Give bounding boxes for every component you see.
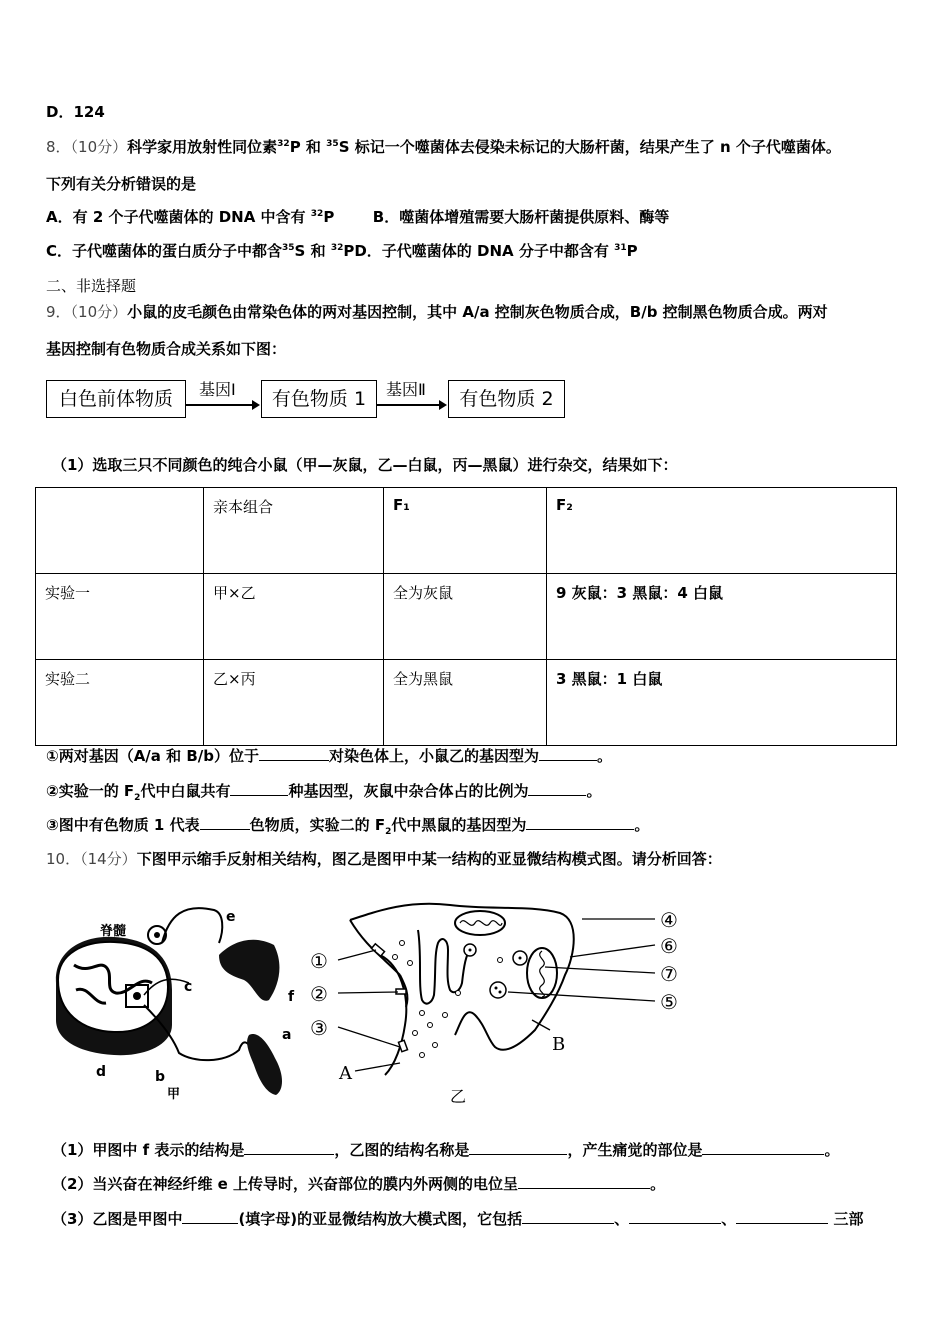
q8-option-d-text: D．子代噬菌体的 DNA 分子中都含有 xyxy=(354,242,609,260)
q10-sub2 xyxy=(52,1174,665,1194)
q9-stem-line1 xyxy=(46,302,828,322)
q8-stem-text-a: 科学家用放射性同位素 xyxy=(127,138,278,156)
answer-blank[interactable] xyxy=(528,781,586,796)
q9-sub1-intro: （1）选取三只不同颜色的纯合小鼠（甲—灰鼠，乙—白鼠，丙—黑鼠）进行杂交，结果如下： xyxy=(52,456,678,474)
q8-options-ab xyxy=(46,207,669,227)
q9-item3-text-a: ③图中有色物质 1 代表 xyxy=(46,816,200,834)
table-cell: 全为黑鼠 xyxy=(384,660,547,746)
spinal-cord-shape xyxy=(56,937,172,1055)
table-header-cell xyxy=(36,488,204,574)
q9-item1 xyxy=(46,746,612,766)
q10-sub3-sep2: 、 xyxy=(721,1210,737,1228)
q7-option-d: D．124 xyxy=(46,103,105,121)
q10-sub2-end: 。 xyxy=(650,1175,666,1193)
answer-blank[interactable] xyxy=(702,1140,824,1155)
answer-blank[interactable] xyxy=(736,1209,828,1224)
q10-sub3-text-b: (填字母)的亚显微结构放大模式图，它包括 xyxy=(238,1210,523,1228)
q9-results-table xyxy=(35,487,897,746)
q10-stem xyxy=(46,849,722,869)
figure-jia-caption: 甲 xyxy=(167,1087,181,1102)
answer-blank[interactable] xyxy=(469,1140,567,1155)
table-cell: 全为灰鼠 xyxy=(384,574,547,660)
q8-he: 和 xyxy=(305,138,321,156)
q8-option-a-iso: 32 xyxy=(310,209,324,219)
answer-blank[interactable] xyxy=(230,781,288,796)
mitochondrion-shape xyxy=(527,948,557,998)
table-cell: 实验一 xyxy=(36,574,204,660)
q8-option-a-el: P xyxy=(323,208,335,226)
q8-iso-35: 35 xyxy=(326,139,339,149)
table-header-cell: F₁ xyxy=(384,488,547,574)
q8-option-d-iso: 31 xyxy=(614,243,627,253)
q9-item3-text-c: 代中黑鼠的基因型为 xyxy=(391,816,527,834)
q10-number: 10． xyxy=(46,850,81,868)
answer-blank[interactable] xyxy=(244,1140,334,1155)
answer-blank[interactable] xyxy=(539,746,597,761)
afferent-fiber-e xyxy=(162,908,222,943)
label-num-1: ① xyxy=(310,949,328,973)
table-cell: 9 灰鼠：3 黑鼠：4 白鼠 xyxy=(547,574,897,660)
table-row xyxy=(36,574,897,660)
table-cell: 3 黑鼠：1 白鼠 xyxy=(547,660,897,746)
label-num-7: ⑦ xyxy=(660,962,678,986)
figure-yi-synapse xyxy=(310,895,710,1110)
flow-arrow-1 xyxy=(186,404,258,406)
q8-option-c xyxy=(46,242,354,260)
q8-stem-line1 xyxy=(46,137,841,157)
label-e: e xyxy=(226,909,236,925)
table-cell: 实验二 xyxy=(36,660,204,746)
table-header-cell: F₂ xyxy=(547,488,897,574)
table-cell: 乙×丙 xyxy=(204,660,384,746)
label-A: A xyxy=(339,1063,352,1084)
q8-element-s: S xyxy=(338,138,350,156)
q9-item2 xyxy=(46,781,601,801)
q8-option-d xyxy=(354,242,637,260)
q8-score: （10分） xyxy=(70,138,128,156)
q9-item2-text-b: 代中白鼠共有 xyxy=(140,782,231,800)
label-num-4: ④ xyxy=(660,908,678,932)
q8-number: 8． xyxy=(46,138,71,156)
flow-box-colored-2: 有色物质 2 xyxy=(448,380,565,418)
q9-item1-end: 。 xyxy=(597,747,613,765)
table-header-cell: 亲本组合 xyxy=(204,488,384,574)
q10-sub3 xyxy=(52,1209,863,1229)
q9-number: 9． xyxy=(46,303,71,321)
label-B: B xyxy=(552,1034,566,1055)
answer-blank[interactable] xyxy=(522,1209,614,1224)
flow-arrow-2 xyxy=(377,404,445,406)
q8-option-d-el: P xyxy=(626,242,638,260)
q8-element-p: P xyxy=(289,138,301,156)
q9-item3-end: 。 xyxy=(634,816,650,834)
q9-item2-text-c: 种基因型，灰鼠中杂合体占的比例为 xyxy=(288,782,529,800)
q8-option-c-mid: S 和 xyxy=(294,242,326,260)
q9-item2-end: 。 xyxy=(586,782,602,800)
answer-blank[interactable] xyxy=(200,815,250,830)
q8-option-a-text: A．有 2 个子代噬菌体的 DNA 中含有 xyxy=(46,208,306,226)
table-cell: 甲×乙 xyxy=(204,574,384,660)
section-title: 二、非选择题 xyxy=(46,277,137,295)
answer-blank[interactable] xyxy=(182,1209,238,1224)
q9-stem-line2: 基因控制有色物质合成关系如下图： xyxy=(46,340,287,358)
answer-blank[interactable] xyxy=(259,746,329,761)
label-a: a xyxy=(282,1027,292,1043)
q9-item3-sub: 2 xyxy=(385,827,392,837)
flow-gene-1-label: 基因Ⅰ xyxy=(199,380,236,399)
table-header-row xyxy=(36,488,897,574)
q8-option-c-text: C．子代噬菌体的蛋白质分子中都含 xyxy=(46,242,283,260)
flow-box-white-precursor: 白色前体物质 xyxy=(46,380,186,418)
receptor-f-shape xyxy=(219,940,279,1001)
q9-item3 xyxy=(46,815,649,835)
q9-stem-text: 小鼠的皮毛颜色由常染色体的两对基因控制，其中 A/a 控制灰色物质合成，B/b 控制黑色物质合成。两对 xyxy=(127,303,828,321)
synaptic-vesicles xyxy=(393,941,528,1058)
q8-iso-32: 32 xyxy=(277,139,290,149)
q10-sub2-text-a: （2）当兴奋在神经纤维 e 上传导时，兴奋部位的膜内外两侧的电位呈 xyxy=(52,1175,519,1193)
label-c: c xyxy=(184,979,193,995)
label-num-2: ② xyxy=(310,982,328,1006)
label-num-6: ⑥ xyxy=(660,934,678,958)
label-num-5: ⑤ xyxy=(660,990,678,1014)
q9-item1-text-a: ①两对基因（A/a 和 B/b）位于 xyxy=(46,747,260,765)
table-row xyxy=(36,660,897,746)
effector-a-shape xyxy=(247,1034,282,1095)
q9-item3-text-b: 色物质，实验二的 F xyxy=(249,816,386,834)
q10-score: （14分） xyxy=(80,850,137,868)
q10-sub1-end: 。 xyxy=(824,1141,840,1159)
label-f: f xyxy=(288,989,295,1005)
q8-option-c-el: P xyxy=(343,242,355,260)
spinal-cord-label: 脊髓 xyxy=(100,924,127,939)
q8-stem-line2: 下列有关分析错误的是 xyxy=(46,175,197,193)
figure-yi-caption: 乙 xyxy=(450,1087,467,1106)
q10-sub3-end: 三部 xyxy=(833,1210,864,1228)
label-num-3: ③ xyxy=(310,1016,328,1040)
q9-score: （10分） xyxy=(70,303,128,321)
q8-stem-text-b: 标记一个噬菌体去侵染未标记的大肠杆菌，结果产生了 n 个子代噬菌体。 xyxy=(354,138,841,156)
flow-box-colored-1: 有色物质 1 xyxy=(261,380,377,418)
q8-option-b: B．噬菌体增殖需要大肠杆菌提供原料、酶等 xyxy=(372,208,670,226)
q9-item1-text-b: 对染色体上，小鼠乙的基因型为 xyxy=(329,747,540,765)
q9-item2-sub: 2 xyxy=(134,793,141,803)
answer-blank[interactable] xyxy=(526,815,634,830)
q10-sub1-text-b: ，乙图的结构名称是 xyxy=(334,1141,470,1159)
q10-sub3-sep1: 、 xyxy=(614,1210,630,1228)
q8-options-cd xyxy=(46,241,638,261)
answer-blank[interactable] xyxy=(629,1209,721,1224)
q10-sub1-text-c: ，产生痛觉的部位是 xyxy=(567,1141,703,1159)
q10-stem-text: 下图甲示缩手反射相关结构，图乙是图甲中某一结构的亚显微结构模式图。请分析回答： xyxy=(136,850,722,868)
q8-option-a xyxy=(46,208,334,226)
q10-sub3-text-a: （3）乙图是甲图中 xyxy=(52,1210,183,1228)
q8-option-c-iso1: 35 xyxy=(282,243,295,253)
q9-item2-text-a: ②实验一的 F xyxy=(46,782,135,800)
label-b: b xyxy=(155,1069,166,1085)
label-d: d xyxy=(96,1064,107,1080)
q10-sub1 xyxy=(52,1140,839,1160)
flow-gene-2-label: 基因Ⅱ xyxy=(386,380,426,399)
q10-sub1-text-a: （1）甲图中 f 表示的结构是 xyxy=(52,1141,245,1159)
q8-option-c-iso2: 32 xyxy=(330,243,344,253)
figure-jia-reflex-arc xyxy=(44,895,304,1110)
answer-blank[interactable] xyxy=(518,1174,650,1189)
